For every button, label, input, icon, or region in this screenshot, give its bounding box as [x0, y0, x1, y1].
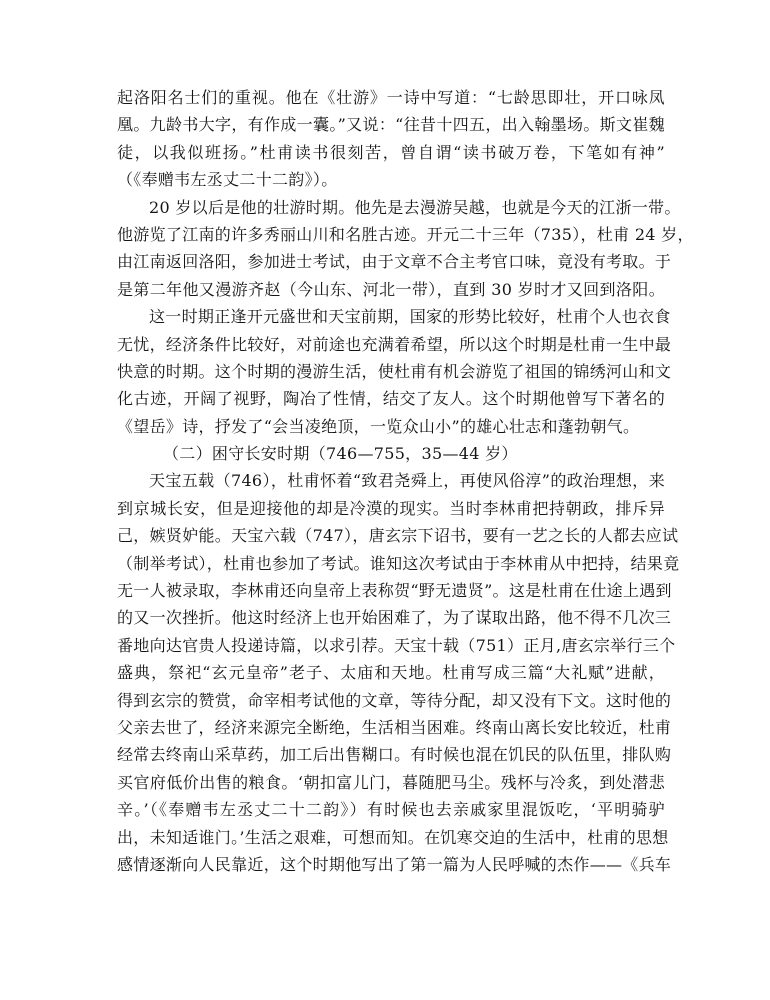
text-line: 是第二年他又漫游齐赵（今山东、河北一带），直到 30 岁时才又回到洛阳。 — [117, 279, 665, 299]
text-line: 得到玄宗的赞赏，命宰相考试他的文章，等待分配，却又没有下文。这时他的 — [117, 690, 672, 710]
text-line: 到京城长安，但是迎接他的却是冷漠的现实。当时李林甫把持朝政，排斥异 — [117, 498, 665, 518]
paragraph-first-line: 天宝五载（746），杜甫怀着“致君尧舜上，再使风俗淳”的政治理想，来 — [149, 471, 665, 491]
text-line: 的又一次挫折。他这时经济上也开始困难了，为了谋取出路，他不得不几次三 — [117, 608, 672, 628]
text-line: 辛。’（《奉赠韦左丞丈二十二韵》）有时候也去亲戚家里混饭吃，‘平明骑驴 — [117, 800, 665, 820]
text-line: 己，嫉贤妒能。天宝六载（747），唐玄宗下诏书，要有一艺之长的人都去应试 — [117, 526, 679, 546]
text-line: 经常去终南山采草药，加工后出售糊口。有时候也混在饥民的队伍里，排队购 — [117, 745, 672, 765]
text-line: 《望岳》诗，抒发了“会当凌绝顶，一览众山小”的雄心壮志和蓬勃朝气。 — [117, 416, 640, 436]
text-line: 他游览了江南的许多秀丽山川和名胜古迹。开元二十三年（735），杜甫 24 岁， — [117, 224, 694, 244]
text-line: 快意的时期。这个时期的漫游生活，使杜甫有机会游览了祖国的锦绣河山和文 — [117, 361, 672, 381]
section-heading: （二）困守长安时期（746—755，35—44 岁） — [163, 444, 518, 464]
text-line: 感情逐渐向人民靠近，这个时期他写出了第一篇为人民呼喊的杰作——《兵车 — [117, 854, 672, 874]
text-line: 盛典，祭祀“玄元皇帝”老子、太庙和天地。杜甫写成三篇“大礼赋”进献， — [117, 663, 665, 683]
text-line: 番地向达官贵人投递诗篇，以求引荐。天宝十载（751）正月,唐玄宗举行三个 — [117, 635, 676, 655]
text-line: 无忧，经济条件比较好，对前途也充满着希望，所以这个时期是杜甫一生中最 — [117, 334, 672, 354]
document-page — [117, 84, 694, 878]
text-line: 父亲去世了，经济来源完全断绝，生活相当困难。终南山离长安比较近，杜甫 — [117, 717, 672, 737]
text-line: （制举考试），杜甫也参加了考试。谁知这次考试由于李林甫从中把持，结果竟 — [117, 553, 680, 573]
paragraph-first-line: 20 岁以后是他的壮游时期。他先是去漫游吴越，也就是今天的江浙一带。 — [149, 197, 681, 217]
text-line: 起洛阳名士们的重视。他在《壮游》一诗中写道：“七龄思即壮，开口咏凤 — [117, 88, 665, 107]
text-line: 徒，以我似班扬。”杜甫读书很刻苦，曾自谓“读书破万卷，下笔如有神” — [117, 142, 665, 162]
text-line: 无一人被录取，李林甫还向皇帝上表称贺“野无遗贤”。这是杜甫在仕途上遇到 — [117, 581, 672, 601]
text-line: 买官府低价出售的粮食。‘朝扣富儿门，暮随肥马尘。残杯与冷炙，到处潜悲 — [117, 772, 665, 792]
text-line: 凰。九龄书大字，有作成一囊。”又说：“往昔十四五，出入翰墨场。斯文崔魏 — [117, 115, 665, 135]
text-line: 出，未知适谁门。’生活之艰难，可想而知。在饥寒交迫的生活中，杜甫的思想 — [117, 827, 669, 847]
paragraph-first-line: 这一时期正逢开元盛世和天宝前期，国家的形势比较好，杜甫个人也衣食 — [149, 307, 671, 327]
text-line: 由江南返回洛阳，参加进士考试，由于文章不合主考官口味，竟没有考取。于 — [117, 252, 672, 272]
text-line: （《奉赠韦左丞丈二十二韵》）。 — [117, 170, 338, 190]
text-line: 化古迹，开阔了视野，陶冶了性情，结交了友人。这个时期他曾写下著名的 — [117, 389, 665, 409]
